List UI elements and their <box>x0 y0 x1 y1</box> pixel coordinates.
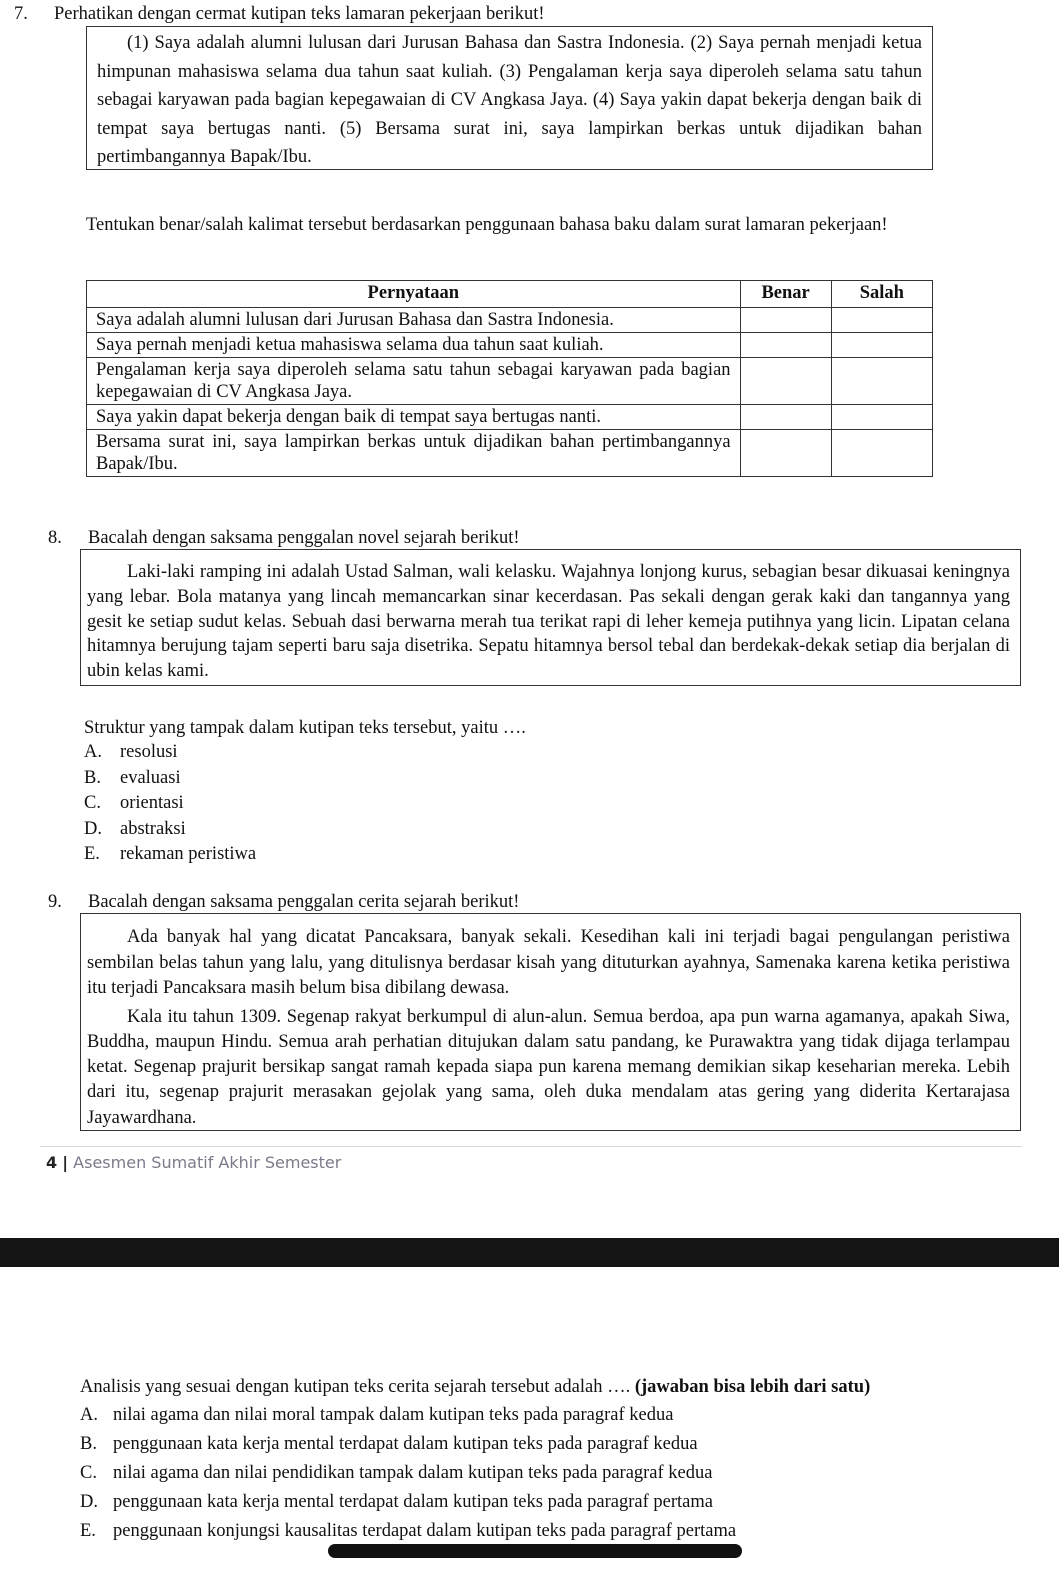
option-item[interactable]: C. orientasi <box>84 793 184 813</box>
footer-separator: | <box>62 1153 69 1172</box>
false-answer-cell[interactable] <box>831 405 932 430</box>
table-row <box>87 308 933 333</box>
q9-question: Analisis yang sesuai dengan kutipan teks cerita sejarah tersebut adalah …. (jawaban bisa lebih dari satu) <box>80 1377 871 1397</box>
q8-number: 8. <box>48 528 62 548</box>
false-answer-cell[interactable] <box>831 430 932 477</box>
q8-options <box>84 740 256 868</box>
home-indicator-bar[interactable] <box>328 1544 742 1558</box>
table-row <box>87 430 933 477</box>
false-answer-cell[interactable] <box>831 333 932 358</box>
option-item[interactable]: D. abstraksi <box>84 818 186 839</box>
true-answer-cell[interactable] <box>740 308 831 333</box>
table-row <box>87 405 933 430</box>
option-item[interactable]: B. evaluasi <box>84 767 181 788</box>
table-row <box>87 333 933 358</box>
footer-label: Asesmen Sumatif Akhir Semester <box>73 1153 342 1172</box>
q7-number: 7. <box>14 4 28 24</box>
statement-cell: Saya adalah alumni lulusan dari Jurusan Bahasa dan Sastra Indonesia. <box>87 308 741 333</box>
option-item[interactable]: B. penggunaan kata kerja mental terdapat dalam kutipan teks pada paragraf kedua <box>80 1434 698 1454</box>
true-answer-cell[interactable] <box>740 405 831 430</box>
header-true: Benar <box>740 281 831 308</box>
q9-options <box>80 1403 736 1548</box>
option-item[interactable]: E. penggunaan konjungsi kausalitas terdapat dalam kutipan teks pada paragraf pertama <box>80 1521 737 1541</box>
statement-cell: Bersama surat ini, saya lampirkan berkas untuk dijadikan bahan pertimbangannya Bapak/Ibu. <box>87 430 741 477</box>
option-item[interactable]: A. resolusi <box>84 742 178 762</box>
false-answer-cell[interactable] <box>831 308 932 333</box>
statement-cell: Saya pernah menjadi ketua mahasiswa selama dua tahun saat kuliah. <box>87 333 741 358</box>
header-false: Salah <box>831 281 932 308</box>
q8-excerpt: Laki-laki ramping ini adalah Ustad Salman, wali kelasku. Wajahnya lonjong kurus, sebagian besar dikuasai keningnya yang lebar. Bola matanya yang lincah memancarkan sinar kecerdasan. Pas sekali dengan gerak kaki dan tangannya yang gesit ke setiap sudut kelas. Sebuah dasi berwarna merah tua terikat rapi di leher kemeja putihnya yang licin. Lipatan celana hitamnya berujung tajam seperti baru saja disetrika. Sepatu hitamnya bersol tebal dan berdekak-dekak setiap dia berjalan di ubin kelas kami. <box>87 562 1010 682</box>
q9-instruction: 9. Bacalah dengan saksama penggalan cerita sejarah berikut! <box>48 890 519 915</box>
option-item[interactable]: A. nilai agama dan nilai moral tampak dalam kutipan teks pada paragraf kedua <box>80 1405 674 1425</box>
q8-instruction: 8. Bacalah dengan saksama penggalan novel sejarah berikut! <box>48 526 520 551</box>
q8-excerpt-box <box>80 549 1021 686</box>
true-answer-cell[interactable] <box>740 358 831 405</box>
q7-true-false-table <box>86 280 933 477</box>
false-answer-cell[interactable] <box>831 358 932 405</box>
option-item[interactable]: E. rekaman peristiwa <box>84 844 257 864</box>
header-statement: Pernyataan <box>87 281 741 308</box>
q7-excerpt-box <box>86 26 933 170</box>
page-break-bar <box>0 1238 1059 1267</box>
true-answer-cell[interactable] <box>740 333 831 358</box>
option-item[interactable]: C. nilai agama dan nilai pendidikan tampak dalam kutipan teks pada paragraf kedua <box>80 1463 713 1483</box>
q7-instruction: 7. Perhatikan dengan cermat kutipan teks lamaran pekerjaan berikut! <box>14 2 545 27</box>
q9-excerpt-box <box>80 913 1021 1131</box>
statement-cell: Pengalaman kerja saya diperoleh selama satu tahun sebagai karyawan pada bagian kepegawaian di CV Angkasa Jaya. <box>87 358 741 405</box>
footer-divider <box>40 1146 1022 1147</box>
q7-question: Tentukan benar/salah kalimat tersebut berdasarkan penggunaan bahasa baku dalam surat lamaran pekerjaan! <box>86 215 888 235</box>
q9-number: 9. <box>48 892 62 912</box>
table-header-row <box>87 281 933 308</box>
q9-question-note: (jawaban bisa lebih dari satu) <box>634 1377 871 1397</box>
true-answer-cell[interactable] <box>740 430 831 477</box>
page-number: 4 <box>46 1153 58 1172</box>
q8-question: Struktur yang tampak dalam kutipan teks tersebut, yaitu …. <box>84 718 526 738</box>
q9-paragraph-1: Ada banyak hal yang dicatat Pancaksara, banyak sekali. Kesedihan kali ini terjadi bagai pengulangan peristiwa sembilan belas tahun yang lalu, yang ditulisnya berdasar kisah yang dituturkan ayahnya, Samenaka karena ketika peristiwa itu terjadi Pancaksara masih belum bisa dibilang dewasa. <box>87 927 1010 998</box>
table-row <box>87 358 933 405</box>
q7-excerpt: (1) Saya adalah alumni lulusan dari Jurusan Bahasa dan Sastra Indonesia. (2) Saya pernah menjadi ketua himpunan mahasiswa selama dua tahun saat kuliah. (3) Pengalaman kerja saya diperoleh selama satu tahun sebagai karyawan pada bagian kepegawaian di CV Angkasa Jaya. (4) Saya yakin dapat bekerja dengan baik di tempat saya bertugas nanti. (5) Bersama surat ini, saya lampirkan berkas untuk dijadikan bahan pertimbangannya Bapak/Ibu. <box>97 33 922 167</box>
q9-paragraph-2: Kala itu tahun 1309. Segenap rakyat berkumpul di alun-alun. Semua berdoa, apa pun warna agamanya, apakah Siwa, Buddha, maupun Hindu. Semua arah perhatian ditujukan dalam satu pandang, ke Purawaktra yang tidak dijaga terlampau ketat. Segenap prajurit bersikap sangat ramah kepada siapa pun karena memang demikian sikap keseharian mereka. Lebih dari itu, segenap prajurit merasakan gejolak yang sama, oleh duka mendalam atas gering yang diderita Kertarajasa Jayawardhana. <box>87 1006 1010 1128</box>
page-footer <box>46 1150 341 1175</box>
option-item[interactable]: D. penggunaan kata kerja mental terdapat dalam kutipan teks pada paragraf pertama <box>80 1492 713 1512</box>
statement-cell: Saya yakin dapat bekerja dengan baik di tempat saya bertugas nanti. <box>87 405 741 430</box>
